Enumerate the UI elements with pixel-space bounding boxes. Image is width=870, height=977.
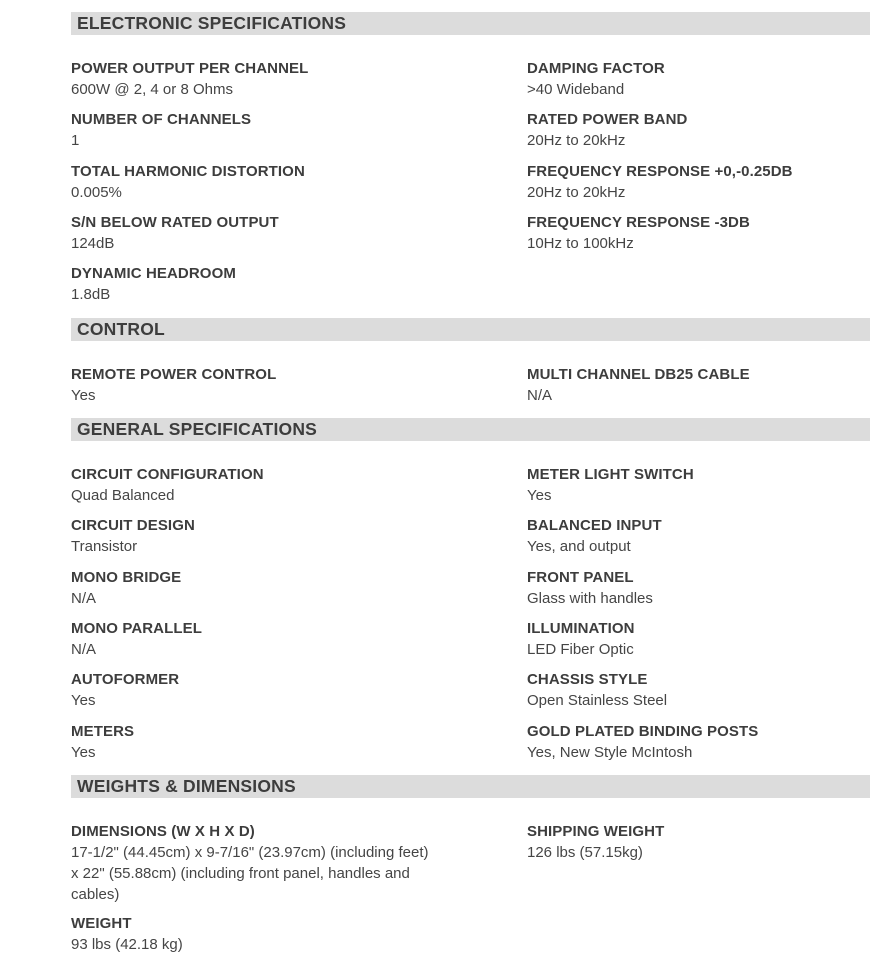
spec-label: POWER OUTPUT PER CHANNEL	[71, 60, 309, 77]
spec-value: Yes, and output	[527, 538, 631, 555]
spec-value: 93 lbs (42.18 kg)	[71, 936, 183, 953]
spec-value: Yes	[71, 387, 96, 404]
section-header-general: GENERAL SPECIFICATIONS	[71, 418, 870, 441]
spec-value: Open Stainless Steel	[527, 692, 668, 709]
spec-value: 20Hz to 20kHz	[527, 132, 626, 149]
spec-label: FRONT PANEL	[527, 569, 634, 586]
spec-label: FREQUENCY RESPONSE +0,-0.25DB	[527, 163, 793, 180]
spec-value: 600W @ 2, 4 or 8 Ohms	[71, 81, 233, 98]
spec-value: LED Fiber Optic	[527, 641, 634, 658]
spec-label: DAMPING FACTOR	[527, 60, 665, 77]
spec-label: GOLD PLATED BINDING POSTS	[527, 723, 759, 740]
section-header-control: CONTROL	[71, 318, 870, 341]
spec-frequency-response-3db	[527, 213, 870, 254]
spec-circuit-design	[71, 516, 451, 557]
spec-power-output	[71, 59, 451, 100]
section-header-weights: WEIGHTS & DIMENSIONS	[71, 775, 870, 798]
section-header-electronic: ELECTRONIC SPECIFICATIONS	[71, 12, 870, 35]
spec-value: N/A	[527, 387, 553, 404]
spec-value: Yes	[71, 692, 96, 709]
spec-value: 0.005%	[71, 184, 122, 201]
spec-front-panel	[527, 568, 870, 609]
spec-label: REMOTE POWER CONTROL	[71, 366, 277, 383]
spec-label: MULTI CHANNEL DB25 CABLE	[527, 366, 750, 383]
spec-label: ILLUMINATION	[527, 620, 635, 637]
spec-value: Transistor	[71, 538, 138, 555]
spec-dynamic-headroom	[71, 264, 451, 305]
spec-label: BALANCED INPUT	[527, 517, 662, 534]
spec-remote-power-control	[71, 365, 451, 406]
spec-label: MONO PARALLEL	[71, 620, 203, 637]
spec-meter-light-switch	[527, 465, 870, 506]
spec-value: >40 Wideband	[527, 81, 625, 98]
spec-label: NUMBER OF CHANNELS	[71, 111, 252, 128]
spec-weight	[71, 914, 451, 955]
spec-label: WEIGHT	[71, 915, 132, 932]
spec-value: Yes	[527, 487, 552, 504]
spec-rated-power-band	[527, 110, 870, 151]
spec-autoformer	[71, 670, 451, 711]
spec-circuit-configuration	[71, 465, 451, 506]
spec-value: 10Hz to 100kHz	[527, 235, 634, 252]
spec-label: TOTAL HARMONIC DISTORTION	[71, 163, 305, 180]
spec-multi-channel-cable	[527, 365, 870, 406]
spec-value: 1	[71, 132, 80, 149]
spec-label: SHIPPING WEIGHT	[527, 823, 665, 840]
spec-mono-bridge	[71, 568, 451, 609]
spec-thd	[71, 162, 451, 203]
spec-chassis-style	[527, 670, 870, 711]
spec-mono-parallel	[71, 619, 451, 660]
spec-frequency-response-025	[527, 162, 870, 203]
spec-value: Yes, New Style McIntosh	[527, 744, 693, 761]
spec-value: Quad Balanced	[71, 487, 175, 504]
spec-dimensions	[71, 822, 431, 905]
spec-label: CIRCUIT DESIGN	[71, 517, 195, 534]
spec-label: AUTOFORMER	[71, 671, 180, 688]
spec-damping-factor	[527, 59, 870, 100]
spec-label: S/N BELOW RATED OUTPUT	[71, 214, 279, 231]
spec-value: 124dB	[71, 235, 115, 252]
spec-label: CIRCUIT CONFIGURATION	[71, 466, 264, 483]
spec-sn-ratio	[71, 213, 451, 254]
spec-value: N/A	[71, 641, 97, 658]
spec-binding-posts	[527, 722, 870, 763]
spec-number-of-channels	[71, 110, 451, 151]
spec-value: 1.8dB	[71, 286, 111, 303]
spec-value: 20Hz to 20kHz	[527, 184, 626, 201]
spec-label: METER LIGHT SWITCH	[527, 466, 694, 483]
spec-label: RATED POWER BAND	[527, 111, 688, 128]
spec-value: N/A	[71, 590, 97, 607]
spec-balanced-input	[527, 516, 870, 557]
spec-label: MONO BRIDGE	[71, 569, 182, 586]
spec-value: 17-1/2" (44.45cm) x 9-7/16" (23.97cm) (including feet) x 22" (55.88cm) (including front panel, handles and cables)	[71, 844, 429, 903]
spec-value: Yes	[71, 744, 96, 761]
spec-label: METERS	[71, 723, 135, 740]
spec-label: FREQUENCY RESPONSE -3DB	[527, 214, 750, 231]
spec-value: 126 lbs (57.15kg)	[527, 844, 643, 861]
spec-label: DYNAMIC HEADROOM	[71, 265, 236, 282]
spec-shipping-weight	[527, 822, 870, 863]
spec-label: DIMENSIONS (W X H X D)	[71, 823, 255, 840]
spec-label: CHASSIS STYLE	[527, 671, 648, 688]
spec-illumination	[527, 619, 870, 660]
spec-meters	[71, 722, 451, 763]
spec-value: Glass with handles	[527, 590, 653, 607]
